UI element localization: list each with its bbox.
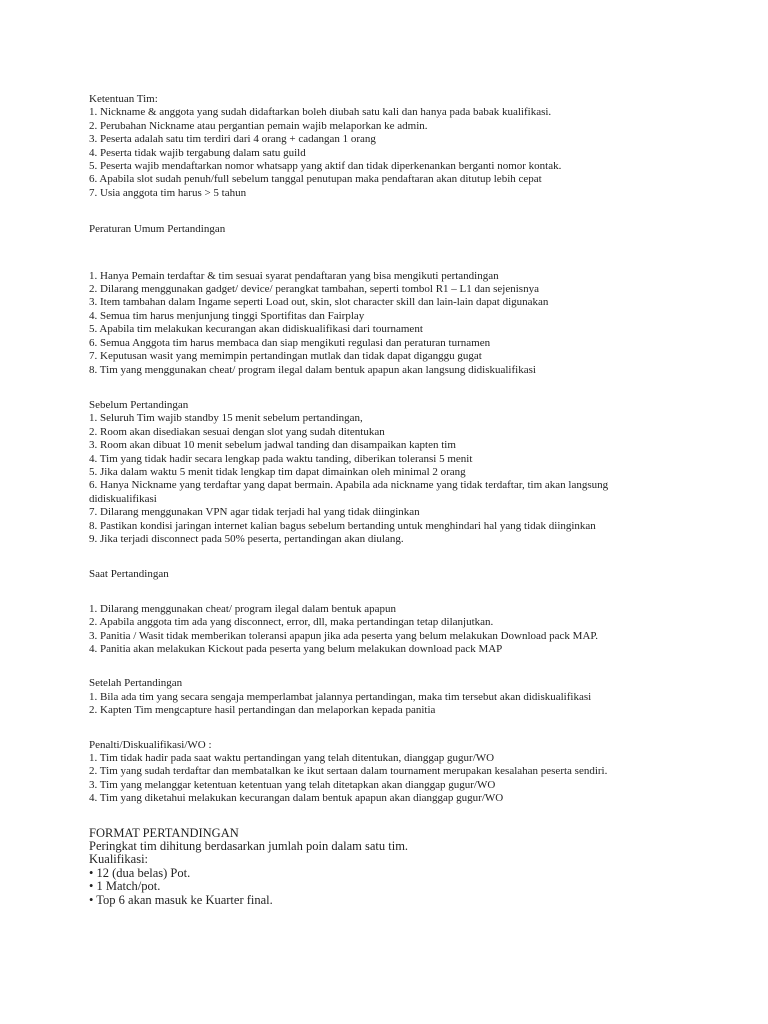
list-item: 8. Tim yang menggunakan cheat/ program ilegal dalam bentuk apapun akan langsung didiskualifikasi [89, 363, 536, 376]
section-penalti [89, 739, 749, 806]
section-title: Penalti/Diskualifikasi/WO : [89, 738, 212, 751]
list-item: 4. Peserta tidak wajib tergabung dalam satu guild [89, 146, 306, 159]
section-peraturan-umum [89, 270, 749, 377]
list-item: 3. Tim yang melanggar ketentuan ketentuan yang telah ditetapkan akan dianggap gugur/WO [89, 778, 496, 791]
list-item: 8. Pastikan kondisi jaringan internet kalian bagus sebelum bertanding untuk menghindari hal yang tidak diinginkan [89, 519, 596, 532]
list-item: 2. Room akan disediakan sesuai dengan slot yang sudah ditentukan [89, 425, 385, 438]
list-item: 4. Semua tim harus menjunjung tinggi Sportifitas dan Fairplay [89, 309, 365, 322]
list-item: 4. Tim yang diketahui melakukan kecurangan dalam bentuk apapun akan dianggap gugur/WO [89, 792, 504, 805]
list-item: 2. Tim yang sudah terdaftar dan membatalkan ke ikut sertaan dalam tournament merupakan kesalahan peserta sendiri. [89, 765, 608, 778]
section-peraturan-umum-title-block [89, 223, 749, 236]
section-title: Setelah Pertandingan [89, 677, 183, 690]
list-item: 1. Dilarang menggunakan cheat/ program ilegal dalam bentuk apapun [89, 602, 396, 615]
list-item: 1. Bila ada tim yang secara sengaja memperlambat jalannya pertandingan, maka tim tersebut akan didiskualifikasi [89, 690, 592, 703]
list-item: 4. Panitia akan melakukan Kickout pada peserta yang belum melakukan download pack MAP [89, 643, 503, 655]
list-item: Kualifikasi: [89, 852, 149, 867]
section-setelah-pertandingan [89, 677, 749, 717]
list-item: 6. Apabila slot sudah penuh/full sebelum tanggal penutupan maka pendaftaran akan ditutup lebih cepat [89, 173, 542, 186]
list-item: 3. Peserta adalah satu tim terdiri dari 4 orang + cadangan 1 orang [89, 133, 376, 146]
section-saat-pertandingan-title-block [89, 568, 749, 581]
section-saat-pertandingan [89, 603, 749, 657]
list-item: • 12 (dua belas) Pot. [89, 865, 191, 880]
section-title: Sebelum Pertandingan [89, 398, 189, 411]
list-item: 7. Dilarang menggunakan VPN agar tidak terjadi hal yang tidak diinginkan [89, 506, 420, 519]
list-item: 7. Usia anggota tim harus > 5 tahun [89, 186, 247, 199]
list-item: 1. Hanya Pemain terdaftar & tim sesuai syarat pendaftaran yang bisa mengikuti pertandingan [89, 269, 499, 282]
list-item: 2. Apabila anggota tim ada yang disconnect, error, dll, maka pertandingan tetap dilanjutkan. [89, 616, 494, 629]
section-ketentuan-tim [89, 93, 749, 200]
section-sebelum-pertandingan [89, 399, 749, 546]
list-item: 4. Tim yang tidak hadir secara lengkap pada waktu tanding, diberikan toleransi 5 menit [89, 452, 473, 465]
list-item: 5. Apabila tim melakukan kecurangan akan didiskualifikasi dari tournament [89, 323, 423, 336]
list-item: 9. Jika terjadi disconnect pada 50% peserta, pertandingan akan diulang. [89, 532, 404, 545]
list-item: 7. Keputusan wasit yang memimpin pertandingan mutlak dan tidak dapat diganggu gugat [89, 350, 482, 363]
list-item: 3. Panitia / Wasit tidak memberikan toleransi apapun jika ada peserta yang belum melakukan Download pack MAP. [89, 629, 599, 642]
list-item: 6. Semua Anggota tim harus membaca dan siap mengikuti regulasi dan peraturan turnamen [89, 336, 491, 349]
section-title: Peraturan Umum Pertandingan [89, 223, 226, 236]
list-item: 3. Room akan dibuat 10 menit sebelum jadwal tanding dan disampaikan kapten tim [89, 439, 456, 452]
list-item: 2. Perubahan Nickname atau pergantian pemain wajib melaporkan ke admin. [89, 119, 428, 132]
list-item: 2. Kapten Tim mengcapture hasil pertandingan dan melaporkan kepada panitia [89, 704, 436, 717]
list-item: 6. Hanya Nickname yang terdaftar yang dapat bermain. Apabila ada nickname yang tidak terdaftar, tim akan langsung [89, 479, 609, 492]
list-item: 1. Nickname & anggota yang sudah didaftarkan boleh diubah satu kali dan hanya pada babak kualifikasi. [89, 106, 552, 119]
list-item: 1. Tim tidak hadir pada saat waktu pertandingan yang telah ditentukan, dianggap gugur/WO [89, 752, 495, 765]
list-item: • 1 Match/pot. [89, 879, 161, 894]
list-item: 5. Jika dalam waktu 5 menit tidak lengkap tim dapat dimainkan oleh minimal 2 orang [89, 465, 466, 478]
list-item: 5. Peserta wajib mendaftarkan nomor whatsapp yang aktif dan tidak diperkenankan berganti nomor kontak. [89, 160, 562, 173]
list-item: Peringkat tim dihitung berdasarkan jumlah poin dalam satu tim. [89, 839, 409, 854]
document-page [89, 93, 749, 907]
section-format-pertandingan [89, 827, 749, 907]
section-title: FORMAT PERTANDINGAN [89, 825, 239, 840]
list-item: 3. Item tambahan dalam Ingame seperti Load out, skin, slot character skill dan lain-lain dapat digunakan [89, 296, 549, 309]
list-item: 1. Seluruh Tim wajib standby 15 menit sebelum pertandingan, [89, 412, 363, 425]
list-item: 2. Dilarang menggunakan gadget/ device/ perangkat tambahan, seperti tombol R1 – L1 dan sejenisnya [89, 283, 539, 296]
section-title: Ketentuan Tim: [89, 93, 158, 105]
section-title: Saat Pertandingan [89, 568, 169, 581]
list-item: • Top 6 akan masuk ke Kuarter final. [89, 892, 273, 907]
list-item: didiskualifikasi [89, 492, 157, 505]
